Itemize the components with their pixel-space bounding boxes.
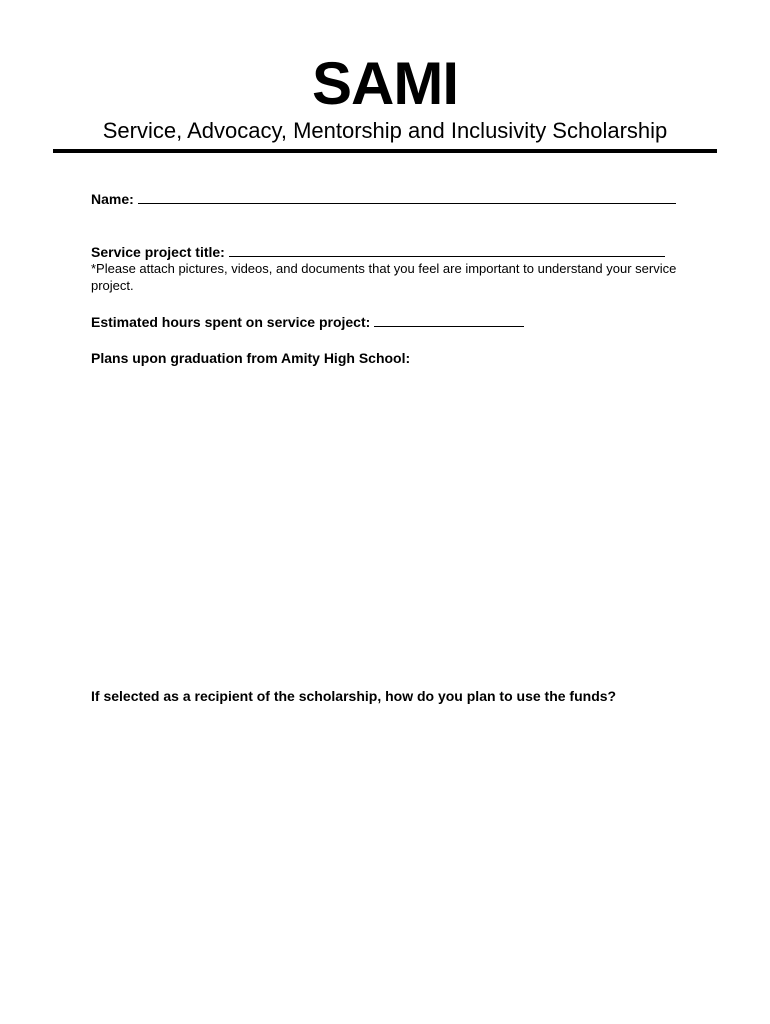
name-label: Name:	[91, 191, 134, 207]
hours-label: Estimated hours spent on service project:	[91, 314, 371, 330]
service-title-row	[91, 243, 665, 261]
service-title-label: Service project title:	[91, 244, 225, 260]
hours-row	[91, 313, 524, 331]
hours-blank-line[interactable]	[374, 313, 524, 327]
plans-heading: Plans upon graduation from Amity High School:	[91, 350, 411, 366]
page-title: SAMI	[312, 50, 458, 117]
name-blank-line[interactable]	[138, 190, 676, 204]
service-attachment-note: *Please attach pictures, videos, and documents that you feel are important to understand your service project.	[91, 261, 677, 293]
funds-heading: If selected as a recipient of the scholarship, how do you plan to use the funds?	[91, 688, 617, 704]
header-divider	[53, 149, 717, 153]
service-title-blank-line[interactable]	[229, 243, 665, 257]
page-subtitle: Service, Advocacy, Mentorship and Inclusivity Scholarship	[102, 118, 668, 143]
name-field-row	[91, 190, 676, 208]
